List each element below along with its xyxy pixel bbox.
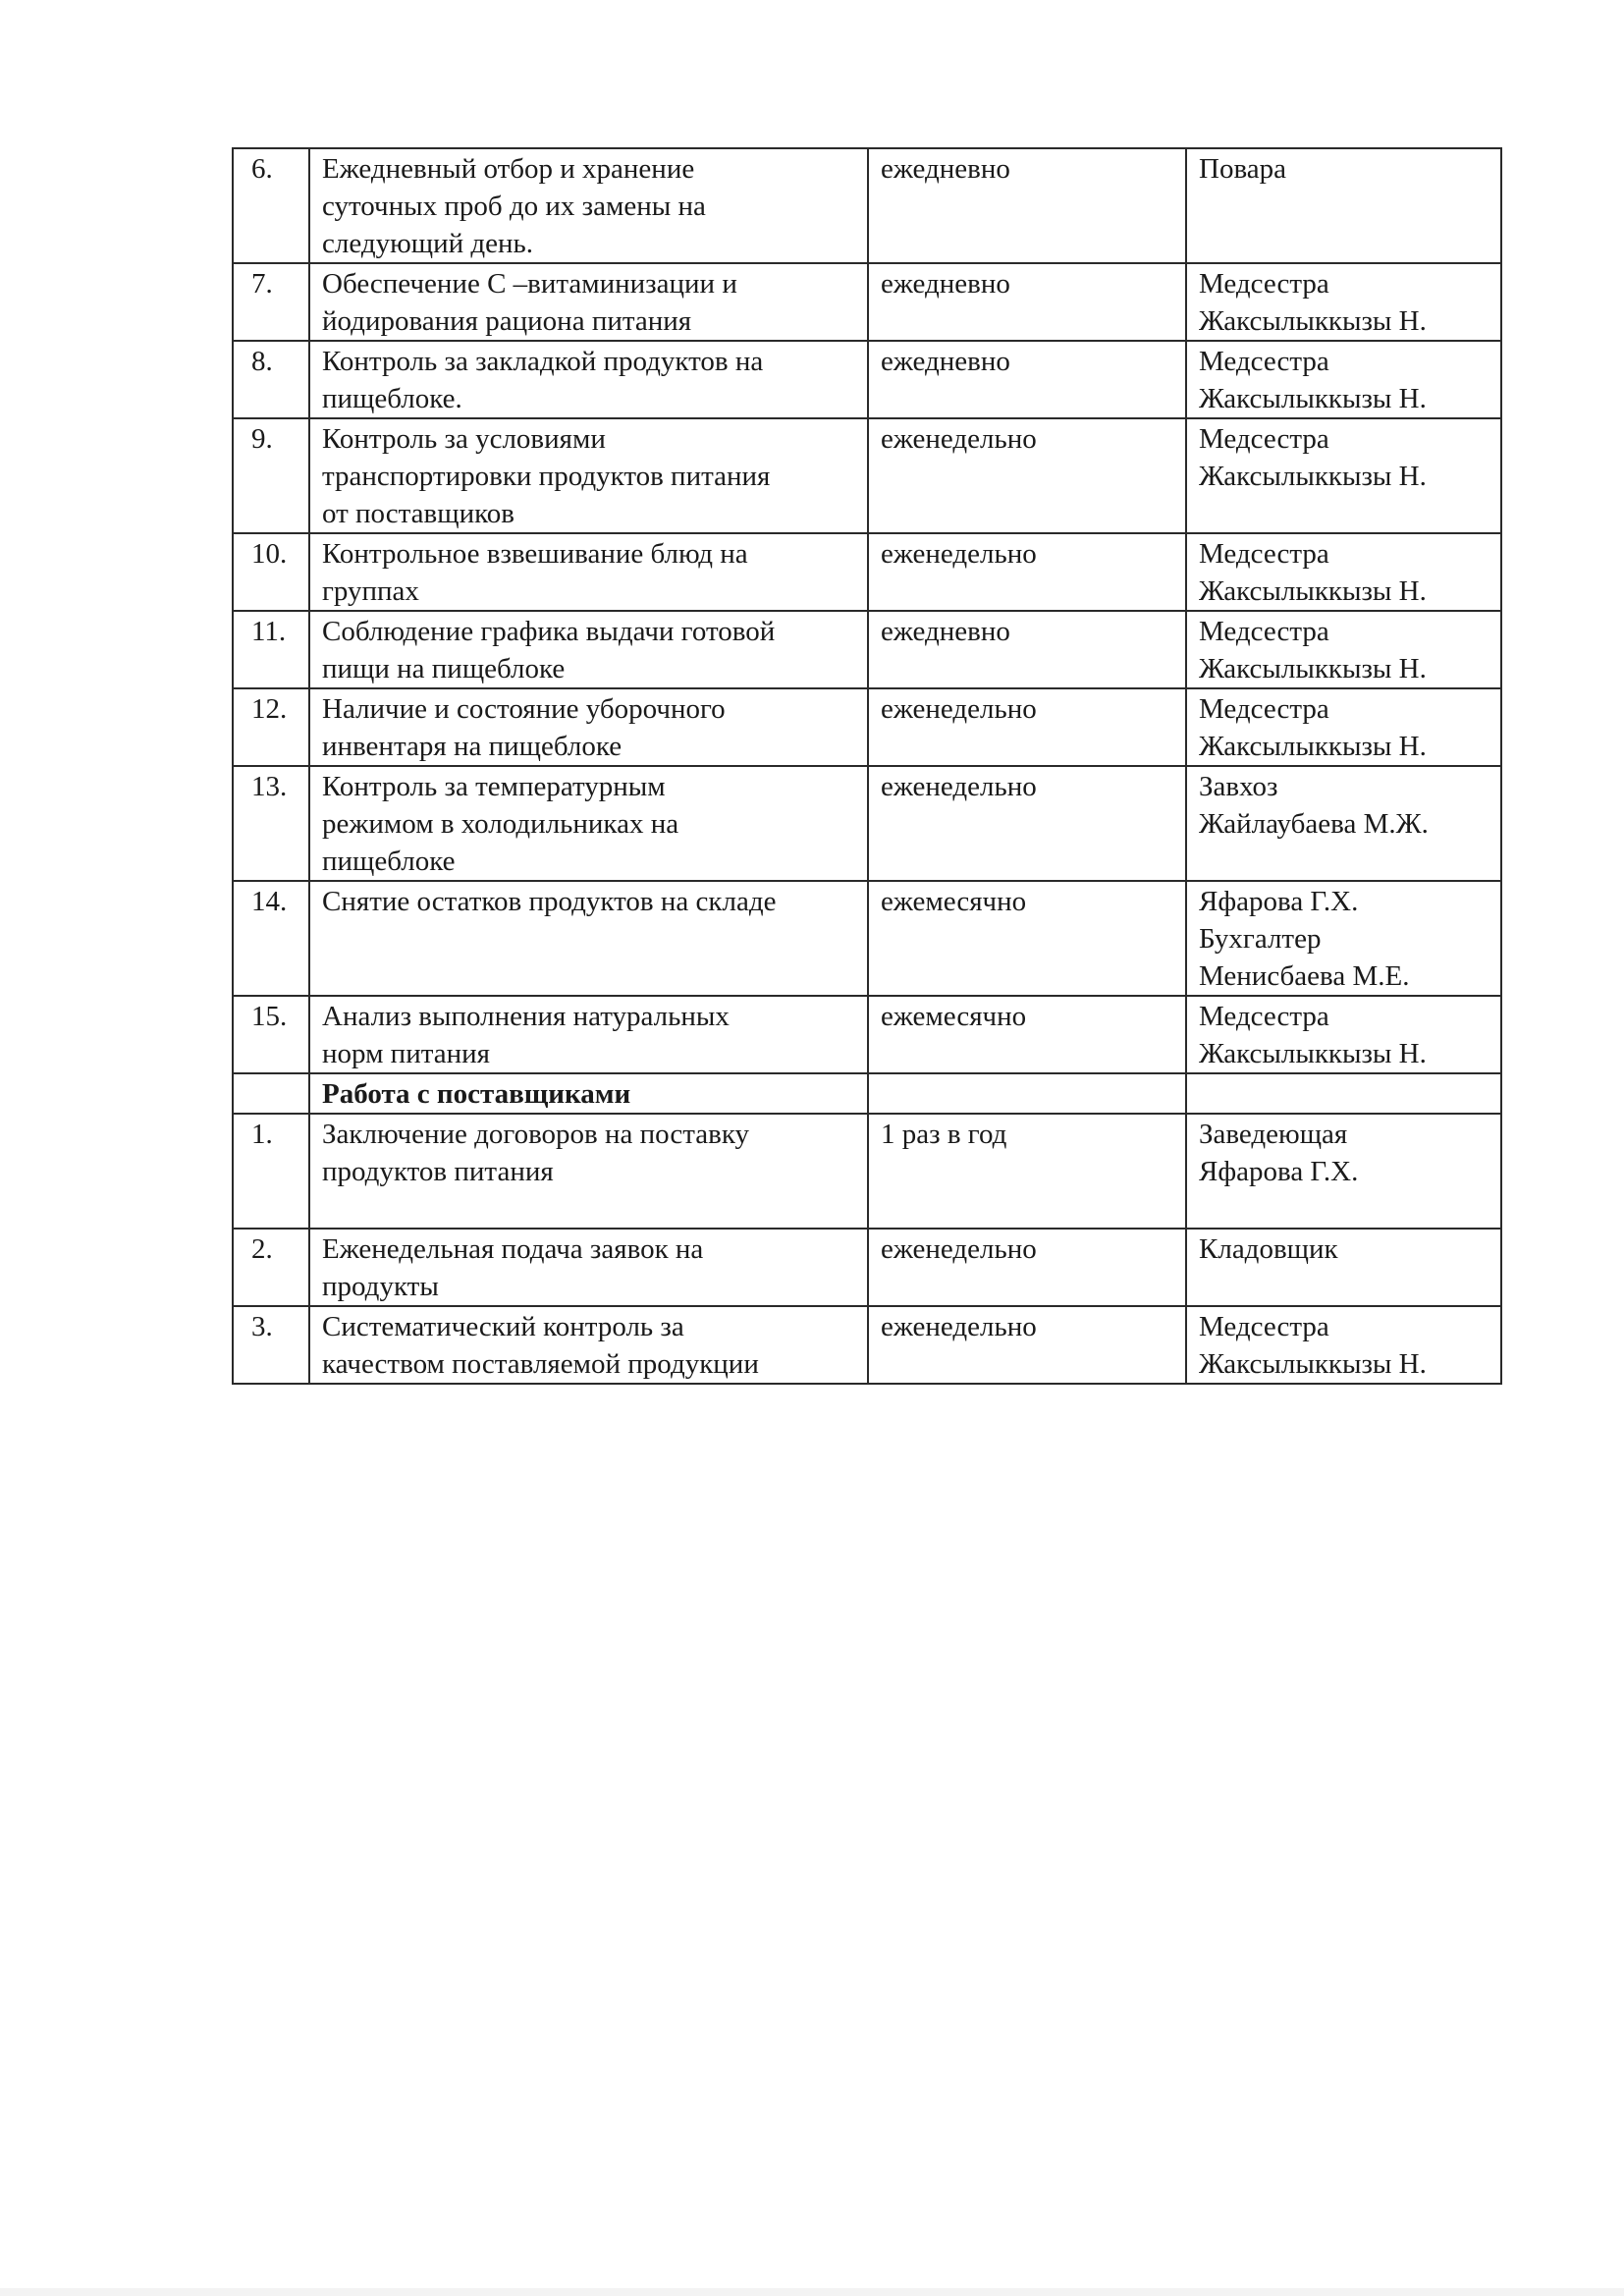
row-task: Ежедневный отбор и хранение суточных проб до их замены на следующий день.	[309, 148, 868, 263]
table-row	[233, 766, 1501, 881]
row-frequency: ежедневно	[868, 263, 1186, 341]
row-responsible: Медсестра Жаксылыккызы Н.	[1186, 263, 1501, 341]
row-frequency: ежемесячно	[868, 881, 1186, 996]
table-row	[233, 881, 1501, 996]
row-number: 10.	[233, 533, 309, 611]
row-frequency: еженедельно	[868, 766, 1186, 881]
scan-bottom-edge	[0, 2288, 1624, 2296]
section-header-row	[233, 1073, 1501, 1114]
table-row	[233, 996, 1501, 1073]
table-row	[233, 1306, 1501, 1384]
row-number: 14.	[233, 881, 309, 996]
row-task: Контроль за закладкой продуктов на пищеблоке.	[309, 341, 868, 418]
row-responsible: Медсестра Жаксылыккызы Н.	[1186, 996, 1501, 1073]
row-task: Обеспечение С –витаминизации и йодирования рациона питания	[309, 263, 868, 341]
section-responsible-cell	[1186, 1073, 1501, 1114]
row-frequency: ежедневно	[868, 611, 1186, 688]
row-number: 11.	[233, 611, 309, 688]
table-row	[233, 148, 1501, 263]
table-row	[233, 341, 1501, 418]
row-number: 12.	[233, 688, 309, 766]
row-number: 1.	[233, 1114, 309, 1229]
row-task: Контроль за условиями транспортировки продуктов питания от поставщиков	[309, 418, 868, 533]
row-responsible: Медсестра Жаксылыккызы Н.	[1186, 533, 1501, 611]
row-responsible: Заведеющая Яфарова Г.Х.	[1186, 1114, 1501, 1229]
row-responsible: Медсестра Жаксылыккызы Н.	[1186, 418, 1501, 533]
row-responsible: Медсестра Жаксылыккызы Н.	[1186, 688, 1501, 766]
row-frequency: ежемесячно	[868, 996, 1186, 1073]
row-responsible: Завхоз Жайлаубаева М.Ж.	[1186, 766, 1501, 881]
plan-table-body	[233, 148, 1501, 1384]
row-number: 15.	[233, 996, 309, 1073]
table-row	[233, 533, 1501, 611]
row-frequency: еженедельно	[868, 533, 1186, 611]
row-responsible: Яфарова Г.Х. Бухгалтер Менисбаева М.Е.	[1186, 881, 1501, 996]
table-row	[233, 1114, 1501, 1229]
table-row	[233, 611, 1501, 688]
row-number: 8.	[233, 341, 309, 418]
table-row	[233, 1229, 1501, 1306]
section-number-cell	[233, 1073, 309, 1114]
row-task: Наличие и состояние уборочного инвентаря на пищеблоке	[309, 688, 868, 766]
table-row	[233, 263, 1501, 341]
row-responsible: Кладовщик	[1186, 1229, 1501, 1306]
row-responsible: Медсестра Жаксылыккызы Н.	[1186, 611, 1501, 688]
row-number: 13.	[233, 766, 309, 881]
row-task: Контроль за температурным режимом в холодильниках на пищеблоке	[309, 766, 868, 881]
row-frequency: еженедельно	[868, 1229, 1186, 1306]
row-number: 9.	[233, 418, 309, 533]
row-frequency: 1 раз в год	[868, 1114, 1186, 1229]
row-task: Снятие остатков продуктов на складе	[309, 881, 868, 996]
row-number: 7.	[233, 263, 309, 341]
section-frequency-cell	[868, 1073, 1186, 1114]
section-title: Работа с поставщиками	[309, 1073, 868, 1114]
row-frequency: еженедельно	[868, 688, 1186, 766]
row-number: 3.	[233, 1306, 309, 1384]
row-responsible: Медсестра Жаксылыккызы Н.	[1186, 341, 1501, 418]
nutrition-control-plan-table	[232, 147, 1502, 1385]
row-task: Соблюдение графика выдачи готовой пищи на пищеблоке	[309, 611, 868, 688]
row-responsible: Медсестра Жаксылыккызы Н.	[1186, 1306, 1501, 1384]
row-responsible: Повара	[1186, 148, 1501, 263]
row-task: Анализ выполнения натуральных норм питания	[309, 996, 868, 1073]
table-row	[233, 418, 1501, 533]
row-task: Контрольное взвешивание блюд на группах	[309, 533, 868, 611]
row-task: Еженедельная подача заявок на продукты	[309, 1229, 868, 1306]
row-task: Систематический контроль за качеством поставляемой продукции	[309, 1306, 868, 1384]
row-frequency: еженедельно	[868, 418, 1186, 533]
row-frequency: ежедневно	[868, 341, 1186, 418]
table-row	[233, 688, 1501, 766]
row-number: 6.	[233, 148, 309, 263]
row-frequency: ежедневно	[868, 148, 1186, 263]
row-frequency: еженедельно	[868, 1306, 1186, 1384]
row-task: Заключение договоров на поставку продуктов питания	[309, 1114, 868, 1229]
row-number: 2.	[233, 1229, 309, 1306]
